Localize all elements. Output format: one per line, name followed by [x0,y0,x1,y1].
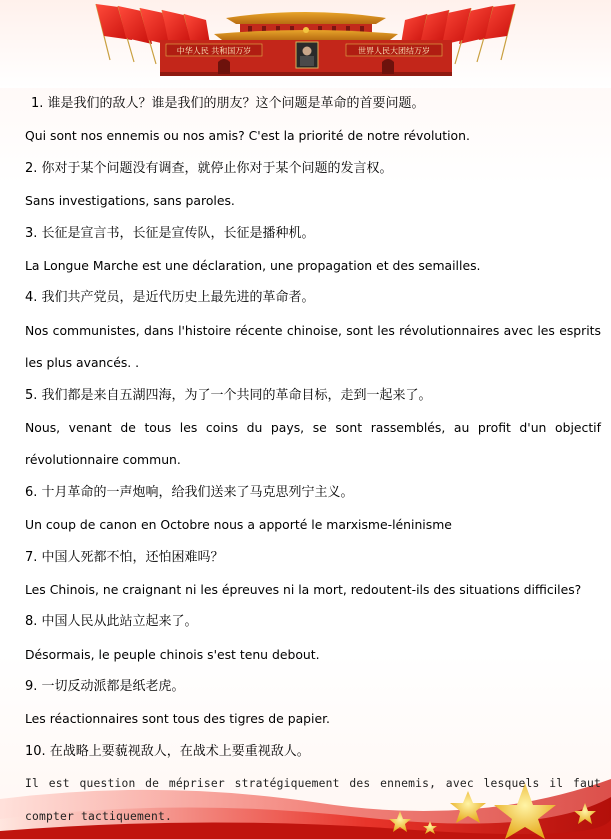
quote-zh-4: 4. 我们共产党员，是近代历史上最先进的革命者。 [25,290,315,306]
quote-fr-10: Il est question de mépriser stratégiquement des ennemis, avec lesquels il faut compter tactiquement. [25,777,601,823]
banner-left-plaque: 中华人民 共和国万岁 [176,46,252,56]
quote-fr-1: Qui sont nos ennemis ou nos amis? C'est la priorité de notre révolution. [25,128,470,144]
quote-zh-2: 2. 你对于某个问题没有调查，就停止你对于某个问题的发言权。 [25,160,393,176]
quote-fr-6: Un coup de canon en Octobre nous a apporté le marxisme-léninisme [25,517,452,533]
quote-zh-8: 8. 中国人民从此站立起来了。 [25,614,198,630]
quotes-document [25,88,601,833]
quote-fr-7: Les Chinois, ne craignant ni les épreuves ni la mort, redoutent-ils des situations difficiles? [25,581,582,597]
quote-zh-7: 7. 中国人死都不怕，还怕困难吗？ [25,549,224,565]
header-banner [0,0,611,88]
banner-right-plaque: 世界人民大团结万岁 [358,46,430,56]
quote-zh-5: 5. 我们都是来自五湖四海，为了一个共同的革命目标，走到一起来了。 [25,387,432,403]
quote-fr-5: Nous, venant de tous les coins du pays, se sont rassemblés, au profit d'un objectif révolutionnaire commun. [25,419,601,468]
quote-fr-2: Sans investigations, sans paroles. [25,193,235,209]
quote-fr-9: Les réactionnaires sont tous des tigres de papier. [25,711,330,727]
quote-fr-4: Nos communistes, dans l'histoire récente chinoise, sont les révolutionnaires avec les esprits les plus avancés. . [25,322,601,371]
quote-zh-10: 10. 在战略上要藐视敌人，在战术上要重视敌人。 [25,743,310,759]
quote-fr-8: Désormais, le peuple chinois s'est tenu debout. [25,646,320,662]
quote-zh-1: 1. 谁是我们的敌人？谁是我们的朋友？这个问题是革命的首要问题。 [31,96,425,111]
quote-fr-3: La Longue Marche est une déclaration, une propagation et des semailles. [25,257,481,273]
quote-zh-9: 9. 一切反动派都是纸老虎。 [25,679,185,695]
quote-zh-6: 6. 十月革命的一声炮响，给我们送来了马克思列宁主义。 [25,484,354,500]
quote-zh-3: 3. 长征是宣言书，长征是宣传队，长征是播种机。 [25,225,315,241]
